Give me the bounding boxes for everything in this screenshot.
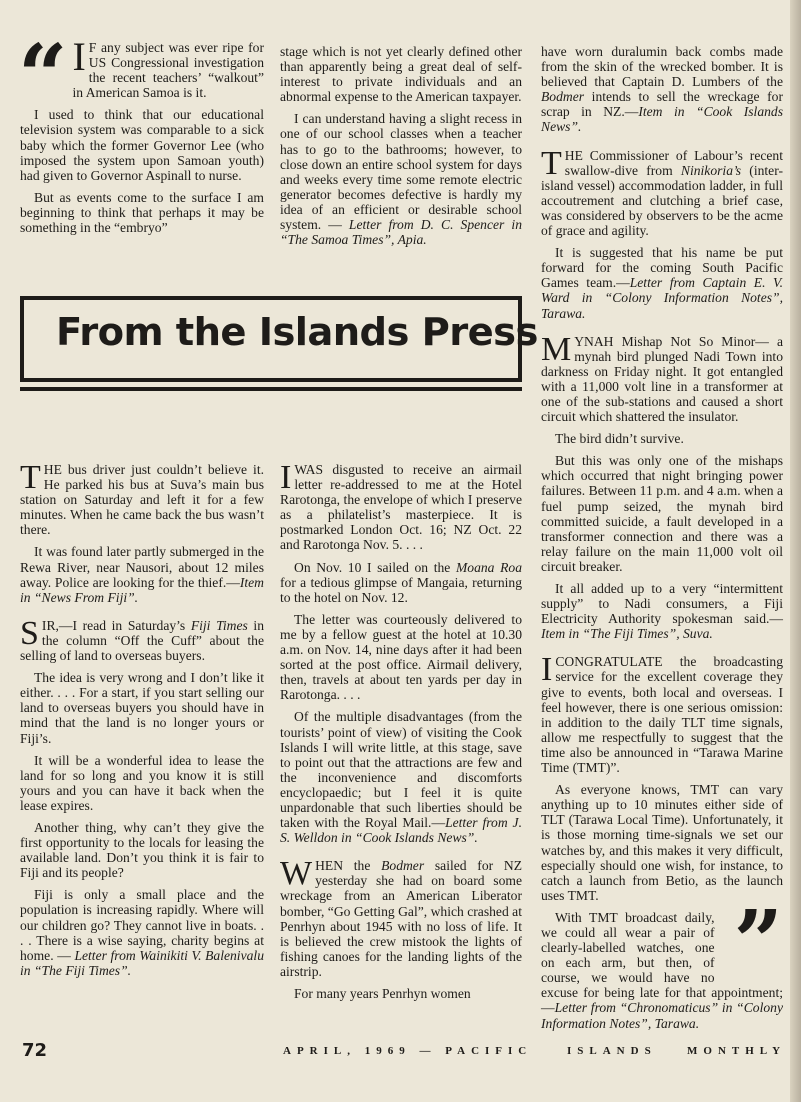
mynah-credit: Item in “The Fiji Times”, Suva.: [541, 626, 713, 642]
airmail-paragraph-4: [280, 709, 522, 845]
column-middle-lower: [280, 459, 523, 1008]
dropcap: I: [541, 651, 553, 689]
bodmer-paragraph-1: [280, 855, 522, 979]
section-title: From the Islands Press: [56, 310, 538, 355]
airmail-ship-name: Moana Roa: [455, 559, 523, 575]
bodmer-text-1a: HEN the: [315, 858, 382, 874]
dropcap: I: [280, 459, 292, 496]
samoa-text-5: I can understand having a slight recess in one of our school classes when a teacher has to go to the bathrooms; however, to close down an entire school system for days and weeks every time some remote electric generator becomes defective is hardly my idea of an efficient or desirable school system. —: [280, 111, 522, 233]
airmail-text-4: Of the multiple disadvantages (from the tourists’ point of view) of visiting the Cook Islands I will write little, at this stage, save to point out that the attractions are few and the inconvenience and discomforts encyclopaedic; but I feel it is quite unpardonable that such liberties should be taken with the Royal Mail.—: [280, 709, 522, 831]
swallow-text-2: It is suggested that his name be put forward for the coming South Pacific Games team.—: [541, 245, 783, 291]
land-paragraph-5: [20, 887, 264, 978]
samoa-paragraph-4: stage which is not yet clearly defined other than apparently being a great deal of self-interest to private individuals and an abnormal expense to the American taxpayer.: [280, 44, 522, 105]
page-number: 72: [22, 1040, 48, 1061]
close-quote-mark: ”: [733, 891, 783, 993]
mynah-paragraph-4: [541, 581, 783, 641]
running-footer-title-2: MONTHLY: [687, 1045, 787, 1057]
mynah-text-1: YNAH Mishap Not So Minor— a mynah bird plunged Nadi Town into darkness on Friday night. It got entangled with a 11,000 volt line in a transformer at one of the sub-stations and caused a short circuit which shattered the insulator.: [541, 333, 783, 425]
column-right: [541, 44, 783, 1038]
mynah-paragraph-1: [541, 330, 783, 425]
airmail-paragraph-3: The letter was courteously delivered to me by a fellow guest at the hotel at 10.30 a.m. on Nov. 14, nine days after it had been sorted at the post office. Airmail delivery, then, travels at about ten yards per day in Rarotonga. . . .: [280, 611, 522, 703]
samoa-text-1: F any subject was ever ripe for US Congressional investigation the recent teachers’ “walkout” in American Samoa is it.: [72, 40, 264, 101]
bus-paragraph-2: [20, 544, 264, 604]
land-paragraph-3: It will be a wonderful idea to lease the land for so long and you know it is still yours and you can have it back when the lease expires.: [20, 752, 264, 813]
banner-underline: [20, 387, 522, 391]
dropcap: I: [72, 34, 86, 79]
airmail-paragraph-2: [280, 560, 522, 605]
time-paragraph-1: [541, 651, 783, 776]
samoa-paragraph-5: [280, 111, 522, 247]
bodmer-continued: [541, 44, 783, 135]
time-credit: Letter from “Chronomaticus” in “Colony Information Notes”, Tarawa.: [541, 1000, 783, 1031]
mynah-paragraph-3: But this was only one of the mishaps which occurred that night bringing power failures. Between 11 p.m. and 4 a.m. when a fuel pump seized, the mynah bird committed suicide, a fault developed in a transformer connection and there was a relay failure on the main 11,000 volt oil circuit breaker.: [541, 453, 783, 574]
open-quote-mark: “: [18, 26, 68, 127]
dropcap: W: [280, 855, 313, 893]
time-paragraph-2: As everyone knows, TMT can vary anything up to 10 minutes either side of TLT (Tarawa Local Time). Unfortunately, it is those morning time-signals we set our watches by, and this makes it very difficult, especially should one wish, for instance, to catch a launch from Betio, as the launch uses TMT.: [541, 782, 783, 903]
running-footer-date: APRIL, 1969 — PACIFIC: [283, 1045, 533, 1057]
bus-text-2: It was found later partly submerged in the Rewa River, near Nausori, about 12 miles away. Police are looking for the thief.—: [20, 544, 264, 590]
mynah-paragraph-2: The bird didn’t survive.: [555, 431, 684, 447]
swallow-vessel-name: Ninikoria’s: [680, 162, 742, 178]
combs-ship-name: Bodmer: [541, 89, 585, 105]
land-text-1b: in the column “Off the Cuff” about the selling of land to overseas buyers.: [20, 617, 264, 664]
airmail-credit: Letter from J. S. Welldon in “Cook Islands News”.: [280, 815, 522, 846]
swallow-paragraph-1: [541, 144, 783, 239]
land-credit: Letter from Wainikiti V. Balenivalu in “The Fiji Times”.: [20, 947, 264, 978]
land-paragraph-2: The idea is very wrong and I don’t like it either. . . . For a start, if you start selling our land to overseas buyers you should have in mind that the land is no longer yours or Fiji’s.: [20, 670, 264, 746]
time-text-1: CONGRATULATE the broadcasting service for the excellent coverage they give to events, both local and overseas. I feel however, there is one serious omission: in addition to the daily TLT time signals, allow me respectfully to suggest that the time also be announced in “Tarawa Marine Time (TMT)”.: [541, 654, 783, 776]
bodmer-text-1b: sailed for NZ yesterday she had on board some wreckage from an American Liberator bomber, “Go Getting Gal”, which crashed at Penrhyn about 1945 with no loss of life. It is believed the crew mistook the lights of fishing canoes for the landing lights of the airstrip.: [280, 858, 522, 979]
land-paragraph-1: [20, 614, 264, 664]
land-text-1a: IR,—I read in Saturday’s: [41, 617, 191, 633]
airmail-text-1: WAS disgusted to receive an airmail letter re-addressed to me at the Hotel Rarotonga, the envelope of which I preserve as a philatelist’s masterpiece. It is postmarked London Oct. 16; NZ Oct. 22 and Rarotonga Nov. 5. . . .: [280, 462, 522, 553]
bus-credit: Item in “News From Fiji”.: [20, 574, 264, 605]
combs-credit: Item in “Cook Islands News”.: [541, 104, 784, 135]
dropcap: S: [20, 614, 39, 652]
page-edge: [790, 0, 801, 1102]
swallow-paragraph-2: [541, 245, 783, 320]
samoa-paragraph-2: I used to think that our educational television system was comparable to a sick baby which the former Governor Lee (who imposed the system upon Samoan youth) had given to Governor Aspinall to nurse.: [20, 107, 264, 183]
airmail-text-2b: for a tedious glimpse of Mangaia, returning to the hotel on Nov. 12.: [280, 574, 522, 605]
airmail-text-2a: On Nov. 10 I sailed on the: [294, 559, 456, 575]
bus-text-1: HE bus driver just couldn’t believe it. He parked his bus at Suva’s main bus station on Saturday and left it for a few minutes. When he came back the bus wasn’t there.: [20, 462, 264, 538]
land-paragraph-4: Another thing, why can’t they give the first opportunity to the locals for leasing the available land. Don’t you think it is fair to Fiji and its people?: [20, 819, 264, 881]
mynah-text-4: It all added up to a very “intermittent supply” to Nadi consumers, a Fiji Electricity Authority spokesman said.—: [541, 581, 783, 627]
airmail-paragraph-1: [280, 459, 522, 553]
land-paper-name: Fiji Times: [190, 617, 248, 633]
bodmer-paragraph-2: For many years Penrhyn women: [294, 986, 471, 1001]
combs-text-1: have worn duralumin back combs made from the skin of the wrecked bomber. It is believed that Captain D. Lumbers of the: [541, 44, 783, 90]
time-paragraph-3: [541, 891, 783, 1031]
dropcap: T: [541, 144, 562, 182]
combs-text-1b: intends to sell the wreckage for scrap in NZ.—: [541, 89, 783, 120]
time-text-3: With TMT broadcast daily, we could all wear a pair of clearly-labelled watches, one on each arm, but then, of course, we would have no excuse for being late for that appointment;—: [541, 909, 783, 1016]
dropcap: M: [541, 330, 572, 368]
dropcap: T: [20, 459, 41, 496]
swallow-text-1: HE Commissioner of Labour’s recent swallow-dive from: [564, 147, 783, 178]
bodmer-ship-name: Bodmer: [381, 858, 425, 874]
samoa-credit: Letter from D. C. Spencer in “The Samoa Times”, Apia.: [280, 217, 522, 248]
swallow-credit: Letter from Captain E. V. Ward in “Colony Information Notes”, Tarawa.: [541, 275, 783, 321]
running-footer-title: ISLANDS: [567, 1045, 657, 1057]
section-banner: [20, 296, 538, 382]
samoa-paragraph-3: But as events come to the surface I am beginning to think that perhaps it may be something in the “embryo”: [20, 189, 264, 236]
article-samoa-part1: [18, 26, 264, 242]
swallow-text-1b: (inter-island vessel) accommodation ladder, in full accoutrement and clutching a brief case, was considered by observers to be the acme of grace and agility.: [541, 162, 783, 239]
column-left-lower: [20, 459, 264, 985]
article-samoa-part2: [280, 44, 522, 254]
bus-paragraph-1: [20, 459, 264, 538]
land-text-5: Fiji is only a small place and the population is increasing rapidly. Where will our children go? They cannot live in boats. . . . There is a wise saying, charity begins at home. —: [20, 887, 264, 963]
